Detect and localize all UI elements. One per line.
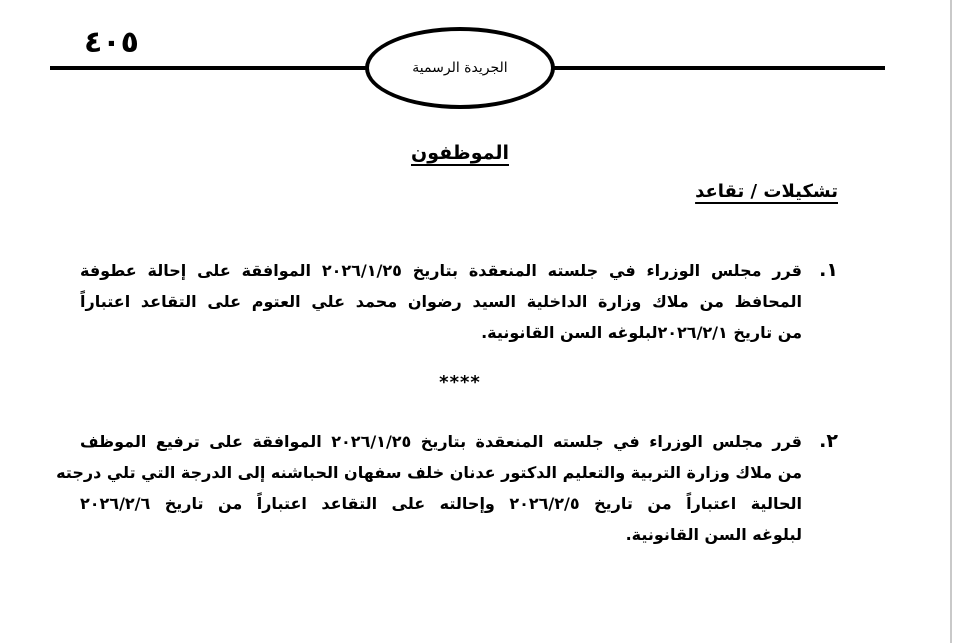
section-title-wrap — [0, 140, 920, 166]
item-line: من ملاك وزارة التربية والتعليم الدكتور عدنان خلف سفهان الحباشنه إلى الدرجة التي تلي درجته — [56, 463, 802, 482]
item-line: قرر مجلس الوزراء في جلسته المنعقدة بتاريخ ٢٠٢٦/١/٢٥ الموافقة على ترفيع الموظف — [80, 432, 802, 451]
gazette-title-oval — [365, 27, 555, 109]
page-edge-line — [950, 0, 952, 643]
item-text — [56, 426, 802, 550]
item-line: قرر مجلس الوزراء في جلسته المنعقدة بتاريخ ٢٠٢٦/١/٢٥ الموافقة على إحالة عطوفة — [80, 261, 802, 280]
item-line: الحالية اعتباراً من تاريخ ٢٠٢٦/٢/٥ وإحالته على التقاعد اعتباراً من تاريخ ٢٠٢٦/٢/٦ — [80, 494, 802, 513]
item-separator: **** — [439, 372, 481, 393]
item-line: لبلوغه السن القانونية. — [625, 525, 802, 544]
decision-item-1 — [80, 255, 838, 348]
item-text — [80, 255, 802, 348]
item-line: من تاريخ ٢٠٢٦/٢/١لبلوغه السن القانونية. — [481, 323, 802, 342]
section-title: الموظفون — [411, 142, 509, 164]
item-number: ١. — [819, 259, 838, 281]
item-number: ٢. — [819, 430, 838, 452]
page-number: ٤٠٥ — [84, 25, 139, 60]
item-line: المحافظ من ملاك وزارة الداخلية السيد رضوان محمد علي العتوم على التقاعد اعتباراً — [80, 292, 802, 311]
decision-item-2 — [56, 426, 838, 550]
section-subtitle-wrap — [695, 179, 838, 205]
gazette-title: الجريدة الرسمية — [412, 60, 508, 76]
section-subtitle: تشكيلات / تقاعد — [695, 181, 838, 202]
